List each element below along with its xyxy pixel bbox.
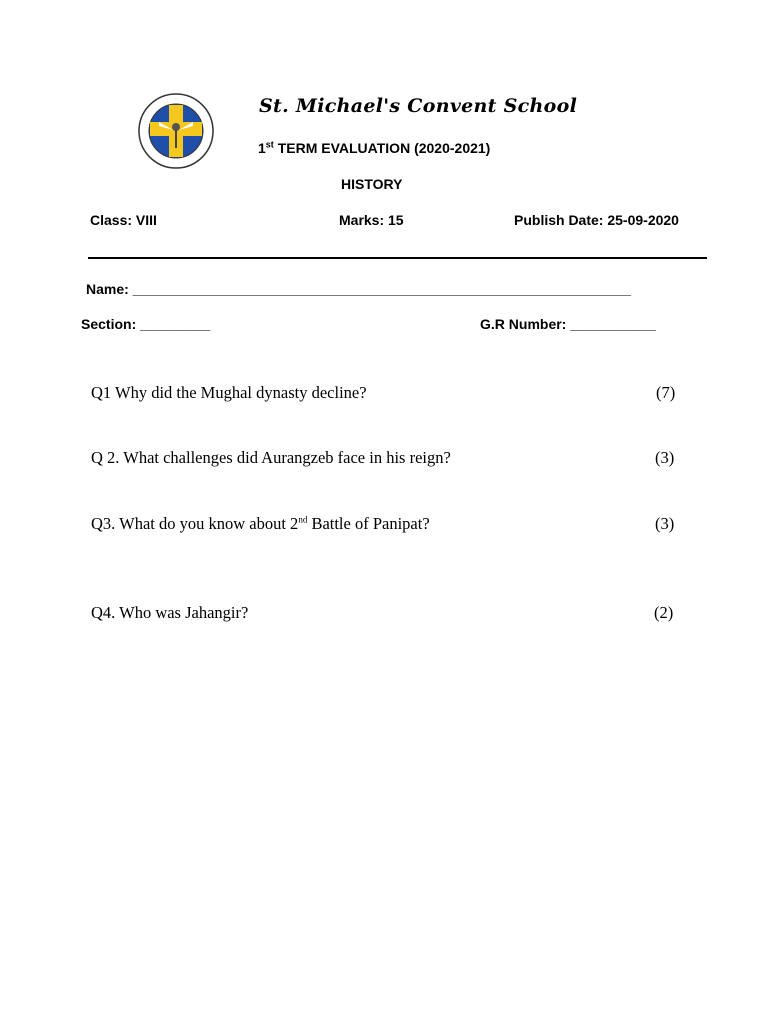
- question-2: Q 2. What challenges did Aurangzeb face in his reign?: [91, 448, 451, 467]
- marks-label: Marks: 15: [339, 212, 404, 228]
- section-field[interactable]: Section: _________: [81, 316, 211, 332]
- school-name: St. Michael's Convent School: [259, 95, 578, 117]
- gr-number-field[interactable]: G.R Number: ___________: [480, 316, 656, 332]
- term-title: 1st TERM EVALUATION (2020-2021): [258, 139, 491, 156]
- subject: HISTORY: [341, 176, 403, 192]
- question-3-marks: (3): [655, 514, 675, 533]
- question-1-marks: (7): [656, 383, 676, 402]
- name-field[interactable]: Name: ________________________________________________________________: [86, 281, 631, 297]
- question-2-marks: (3): [655, 448, 675, 467]
- question-3: Q3. What do you know about 2nd Battle of Panipat?: [91, 514, 430, 533]
- divider: [88, 257, 707, 259]
- question-4-marks: (2): [654, 603, 674, 622]
- school-logo: [137, 92, 215, 170]
- question-4: Q4. Who was Jahangir?: [91, 603, 249, 622]
- publish-date: Publish Date: 25-09-2020: [514, 212, 679, 228]
- class-label: Class: VIII: [90, 212, 157, 228]
- question-1: Q1 Why did the Mughal dynasty decline?: [91, 383, 367, 402]
